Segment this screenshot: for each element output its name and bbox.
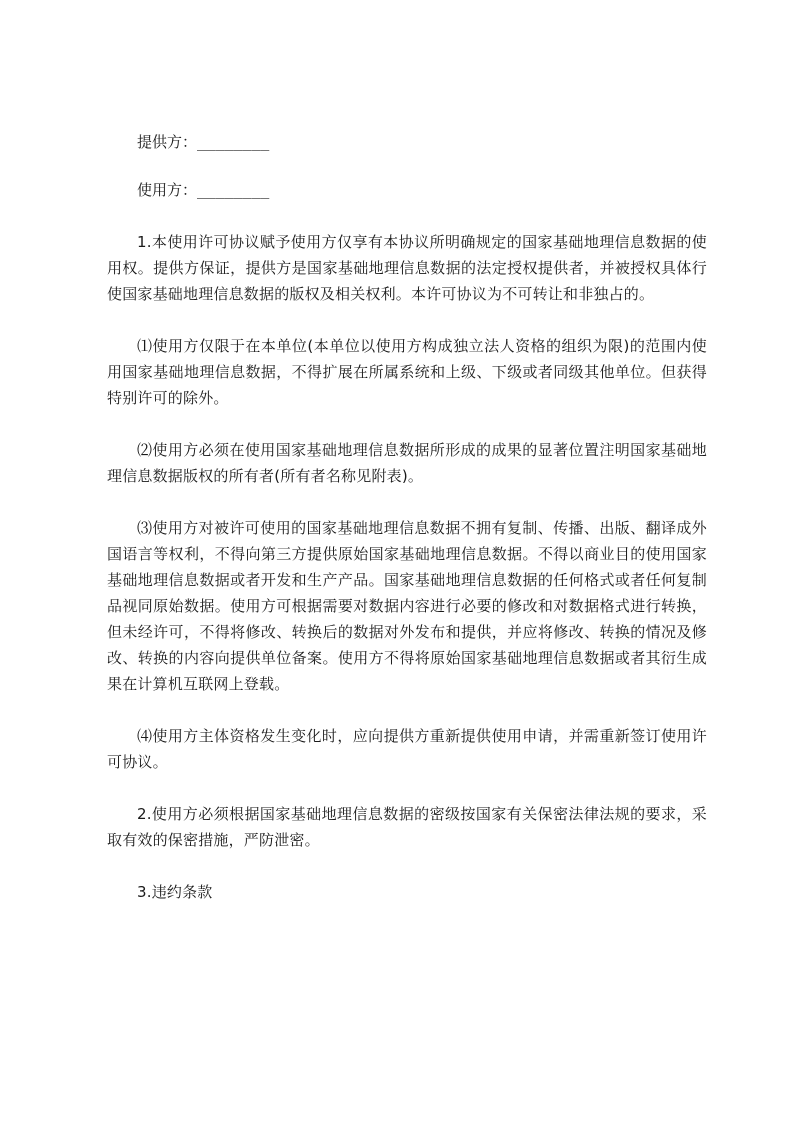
- provider-line: [107, 129, 707, 155]
- spacer: [107, 203, 707, 229]
- spacer: [107, 775, 707, 801]
- clause-1-3: ⑶使用方对被许可使用的国家基础地理信息数据不拥有复制、传播、出版、翻译成外国语言等权利，不得向第三方提供原始国家基础地理信息数据。不得以商业目的使用国家基础地理信息数据或者开发和生产产品。国家基础地理信息数据的任何格式或者任何复制品视同原始数据。使用方可根据需要对数据内容进行必要的修改和对数据格式进行转换，但未经许可，不得将修改、转换后的数据对外发布和提供，并应将修改、转换的情况及修改、转换的内容向提供单位备案。使用方不得将原始国家基础地理信息数据或者其衍生成果在计算机互联网上登载。: [107, 519, 707, 693]
- user-label: 使用方：: [137, 181, 198, 199]
- provider-label: 提供方：: [137, 133, 198, 151]
- document-body: [107, 129, 707, 905]
- user-blank: ________: [197, 181, 270, 199]
- clause-2: 2.使用方必须根据国家基础地理信息数据的密级按国家有关保密法律法规的要求，采取有效的保密措施，严防泄密。: [107, 805, 707, 849]
- clause-1-2: ⑵使用方必须在使用国家基础地理信息数据所形成的成果的显著位置注明国家基础地理信息数据版权的所有者(所有者名称见附表)。: [107, 441, 707, 485]
- spacer: [107, 155, 707, 177]
- clause-1-1: ⑴使用方仅限于在本单位(本单位以使用方构成独立法人资格的组织为限)的范围内使用国家基础地理信息数据，不得扩展在所属系统和上级、下级或者同级其他单位。但获得特别许可的除外。: [107, 337, 707, 407]
- spacer: [107, 411, 707, 437]
- provider-blank: ________: [197, 133, 270, 151]
- spacer: [107, 697, 707, 723]
- spacer: [107, 853, 707, 879]
- clause-3-heading: 3.违约条款: [137, 883, 213, 901]
- clause-1-4: ⑷使用方主体资格发生变化时，应向提供方重新提供使用申请，并需重新签订使用许可协议。: [107, 727, 707, 771]
- user-line: [107, 177, 707, 203]
- clause-1: 1.本使用许可协议赋予使用方仅享有本协议所明确规定的国家基础地理信息数据的使用权。提供方保证，提供方是国家基础地理信息数据的法定授权提供者，并被授权具体行使国家基础地理信息数据的版权及相关权利。本许可协议为不可转让和非独占的。: [107, 233, 707, 303]
- spacer: [107, 307, 707, 333]
- spacer: [107, 489, 707, 515]
